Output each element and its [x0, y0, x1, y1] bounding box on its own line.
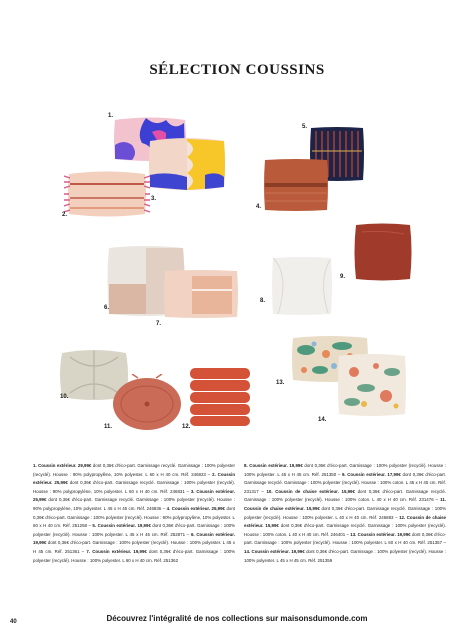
cushion-13-number: 13. — [276, 380, 285, 386]
cushion-9-number: 9. — [340, 274, 346, 280]
cushion-5-number: 5. — [302, 124, 308, 130]
cushion-4-number: 4. — [256, 204, 262, 210]
caption-item: 13. Coussin extérieur. 19,99€ dont 0,36€ d'éco-part. Garnissage : 100% polyester (recyclé). Housse : 100% polyester. L 60 x H 40 cm. Réf. 251357 – — [244, 531, 446, 546]
caption-item: 12. Coussin de chaise extérieur. 15,99€ dont 0,36€ d'éco-part. Garnissage recyclé. Garnissage : 100% polyester (recyclé). Housse : 100% coton. L 40 x H 40 cm. Réf. 246401 – — [244, 514, 446, 537]
caption-item: 4. Coussin extérieur. 25,99€ dont 0,36€ d'éco-part. Garnissage : 100% polyester (recyclé). Housse : 90% polypropylène, 10% polyester. L 60 x H 40 cm. Réf. 251258 – — [33, 505, 235, 529]
caption-item: 2. Coussin extérieur. 25,99€ dont 0,36€ d'éco-part. Garnissage recyclé. Garnissage : 100% polyester (recyclé). Housse : 90% polypropylène, 10% polyester. L 60 x H 40 cm. Réf. 246831 – — [33, 471, 236, 494]
caption-item: 3. Coussin extérieur. 25,99€ dont 0,36€ d'éco-part. Garnissage recyclé. Garnissage : 100% polyester (recyclé). Housse : 90% polypropylène, 10% polyester. L 45 x H 45 cm. Réf. 246836 – — [33, 488, 235, 511]
caption-item: 8. Coussin extérieur. 19,99€ dont 0,36€ d'éco-part. Garnissage : 100% polyester (recyclé). Housse : 100% polyester. L 45 x H 45 cm. Réf. 251350 – — [244, 463, 446, 477]
cushion-14-image — [336, 352, 408, 418]
cushion-7-number: 7. — [156, 321, 162, 327]
caption-item: 1. Coussin extérieur. 29,99€ dont 0,36€ d'éco-part. Garnissage recyclé. Garnissage : 100% polyester (recyclé). Housse : 90% polypropylène, 10% polyester. L 60 x H 40 cm. Réf. 246823 – — [33, 463, 235, 477]
cushion-7-image — [162, 268, 240, 320]
caption-item: 6. Coussin extérieur. 19,99€ dont 0,36€ d'éco-part. Garnissage : 100% polyester (recyclé). Housse : 100% polyester. L 45 x H 45 cm. Réf. 251361 – — [33, 531, 235, 554]
cushion-6-number: 6. — [104, 305, 110, 311]
cushion-11-number: 11. — [104, 424, 113, 430]
cushion-1-number: 1. — [108, 113, 114, 119]
cushion-2-number: 2. — [62, 212, 68, 218]
cushion-11-image — [110, 374, 184, 432]
cushion-4-image — [262, 157, 330, 213]
page-title: SÉLECTION COUSSINS — [149, 62, 325, 78]
caption-item: 14. Coussin extérieur. 19,99€ dont 0,36€ d'éco-part. Garnissage : 100% polyester (recyclé). Housse : 100% polyester. L 45 x H 45 cm. Réf. 251359 — [244, 548, 446, 563]
cushion-8-image — [270, 255, 334, 317]
page-number: 40 — [10, 619, 17, 625]
cushion-10-number: 10. — [60, 394, 69, 400]
cushion-12-number: 12. — [182, 424, 191, 430]
caption-item: 10. Coussin de chaise extérieur. 15,99€ dont 0,36€ d'éco-part. Garnissage recyclé. Garnissage : 100% polyester (recyclé). Housse : 100% coton. L 40 x H 40 cm. Réf. 231476 – — [244, 488, 446, 503]
cushion-3-number: 3. — [151, 196, 157, 202]
caption-item: 9. Coussin extérieur. 17,99€ dont 0,36€ d'éco-part. Garnissage recyclé. Garnissage : 100% polyester (recyclé). Housse : 100% coton. L 45 x H 45 cm. Réf. 231317 – — [244, 471, 446, 494]
cushion-9-image — [352, 222, 414, 282]
cushion-12-image — [188, 366, 252, 428]
caption-left — [33, 462, 235, 565]
cushion-14-number: 14. — [318, 417, 327, 423]
cushion-2-image — [64, 168, 150, 220]
footer-link[interactable]: Découvrez l'intégralité de nos collections sur maisonsdumonde.com — [106, 614, 368, 623]
caption-item: 7. Coussin extérieur. 19,99€ dont 0,36€ d'éco-part. Garnissage : 100% polyester (recyclé). Housse : 100% polyester. L 60 x H 40 cm. Réf. 251362 — [33, 548, 235, 563]
caption-right — [244, 462, 446, 565]
cushion-8-number: 8. — [260, 298, 266, 304]
caption-item: 5. Coussin extérieur. 19,99€ dont 0,36€ d'éco-part. Garnissage : 100% polyester (recyclé). Housse : 100% polyester. L 45 x H 45 cm. Réf. 252871 – — [33, 523, 235, 537]
caption-item: 11. Coussin de chaise extérieur. 15,99€ dont 0,36€ d'éco-part. Garnissage recyclé. Garnissage : 100% polyester (recyclé). Housse : 100% polyester. L 40 x H 40 cm. Réf. 246883 – — [244, 497, 446, 520]
cushion-3-image — [147, 135, 227, 193]
